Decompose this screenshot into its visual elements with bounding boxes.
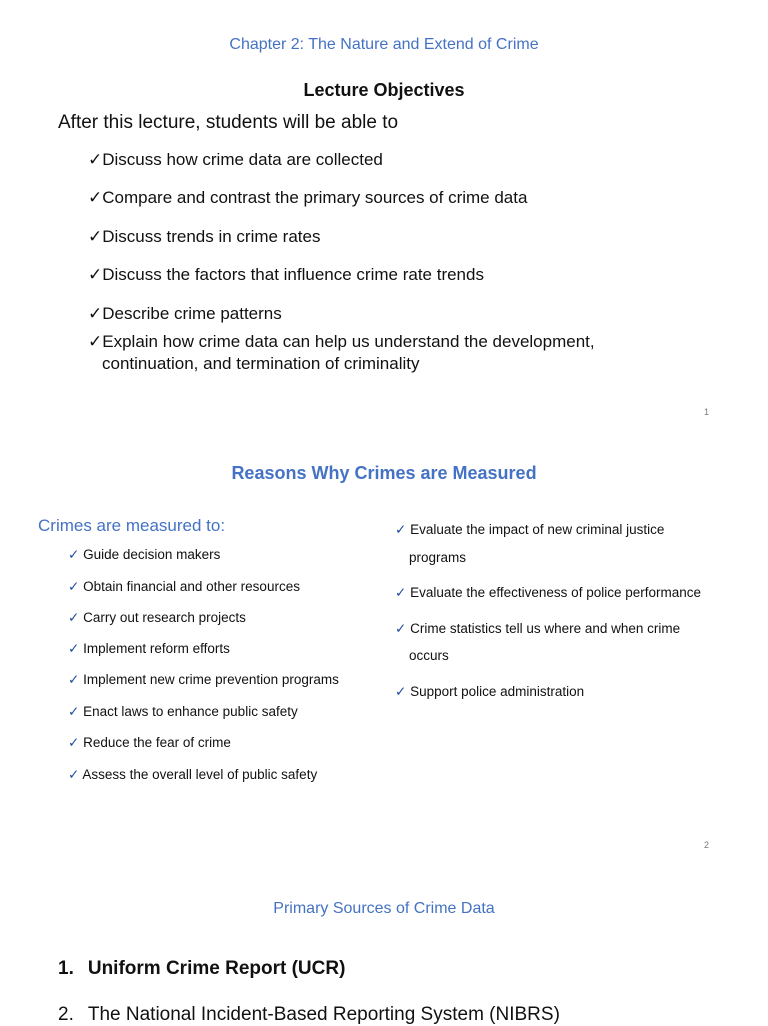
checkmark-icon: ✓ <box>68 735 80 750</box>
slide2-subtitle: Crimes are measured to: <box>38 516 226 535</box>
checkmark-icon: ✓ <box>68 579 80 594</box>
checkmark-icon: ✓ <box>68 610 80 625</box>
list-item-continuation: continuation, and termination of criminality <box>102 354 420 373</box>
chapter-title: Chapter 2: The Nature and Extend of Crime <box>229 36 539 53</box>
checkmark-icon: ✓ <box>395 684 407 699</box>
list-item: ✓ Implement reform efforts <box>68 641 230 656</box>
list-item: ✓ Carry out research projects <box>68 610 246 625</box>
checkmark-icon: ✓ <box>88 304 103 323</box>
list-item: ✓ Support police administration <box>395 684 585 699</box>
list-item: ✓Explain how crime data can help us understand the development, <box>88 332 595 351</box>
checkmark-icon: ✓ <box>68 641 80 656</box>
checkmark-icon: ✓ <box>395 621 407 636</box>
list-item: ✓ Obtain financial and other resources <box>68 579 300 594</box>
slide3-title: Primary Sources of Crime Data <box>273 900 495 917</box>
checkmark-icon: ✓ <box>68 547 80 562</box>
list-item-continuation: occurs <box>409 648 449 663</box>
item-number: 2. <box>58 1004 74 1025</box>
page-number: 1 <box>704 407 710 417</box>
item-number: 1. <box>58 958 74 979</box>
checkmark-icon: ✓ <box>88 265 103 284</box>
list-item: ✓ Implement new crime prevention programs <box>68 672 339 687</box>
checkmark-icon: ✓ <box>68 767 80 782</box>
checkmark-icon: ✓ <box>88 332 103 351</box>
checkmark-icon: ✓ <box>395 522 407 537</box>
list-item: ✓Discuss how crime data are collected <box>88 150 383 169</box>
list-item: ✓Discuss the factors that influence crime rate trends <box>88 265 484 284</box>
list-item: ✓ Evaluate the impact of new criminal justice <box>395 522 665 537</box>
list-item: ✓ Enact laws to enhance public safety <box>68 704 298 719</box>
list-item: ✓ Assess the overall level of public safety <box>68 767 318 782</box>
list-item: 1. Uniform Crime Report (UCR) <box>58 958 346 979</box>
objectives-intro: After this lecture, students will be able to <box>58 112 399 133</box>
list-item: ✓Describe crime patterns <box>88 304 282 323</box>
checkmark-icon: ✓ <box>88 188 103 207</box>
checkmark-icon: ✓ <box>68 672 80 687</box>
checkmark-icon: ✓ <box>395 585 407 600</box>
list-item: ✓ Crime statistics tell us where and when crime <box>395 621 681 636</box>
checkmark-icon: ✓ <box>68 704 80 719</box>
list-item: ✓ Reduce the fear of crime <box>68 735 231 750</box>
page-number: 2 <box>704 840 710 850</box>
slide2-title: Reasons Why Crimes are Measured <box>231 463 537 483</box>
list-item: 2. The National Incident-Based Reporting System (NIBRS) <box>58 1004 560 1025</box>
lecture-objectives-heading: Lecture Objectives <box>303 80 465 100</box>
list-item-continuation: programs <box>409 550 467 565</box>
list-item: ✓ Evaluate the effectiveness of police performance <box>395 585 702 600</box>
checkmark-icon: ✓ <box>88 150 103 169</box>
list-item: ✓ Guide decision makers <box>68 547 221 562</box>
list-item: ✓Compare and contrast the primary sources of crime data <box>88 188 528 207</box>
checkmark-icon: ✓ <box>88 227 103 246</box>
list-item: ✓Discuss trends in crime rates <box>88 227 321 246</box>
